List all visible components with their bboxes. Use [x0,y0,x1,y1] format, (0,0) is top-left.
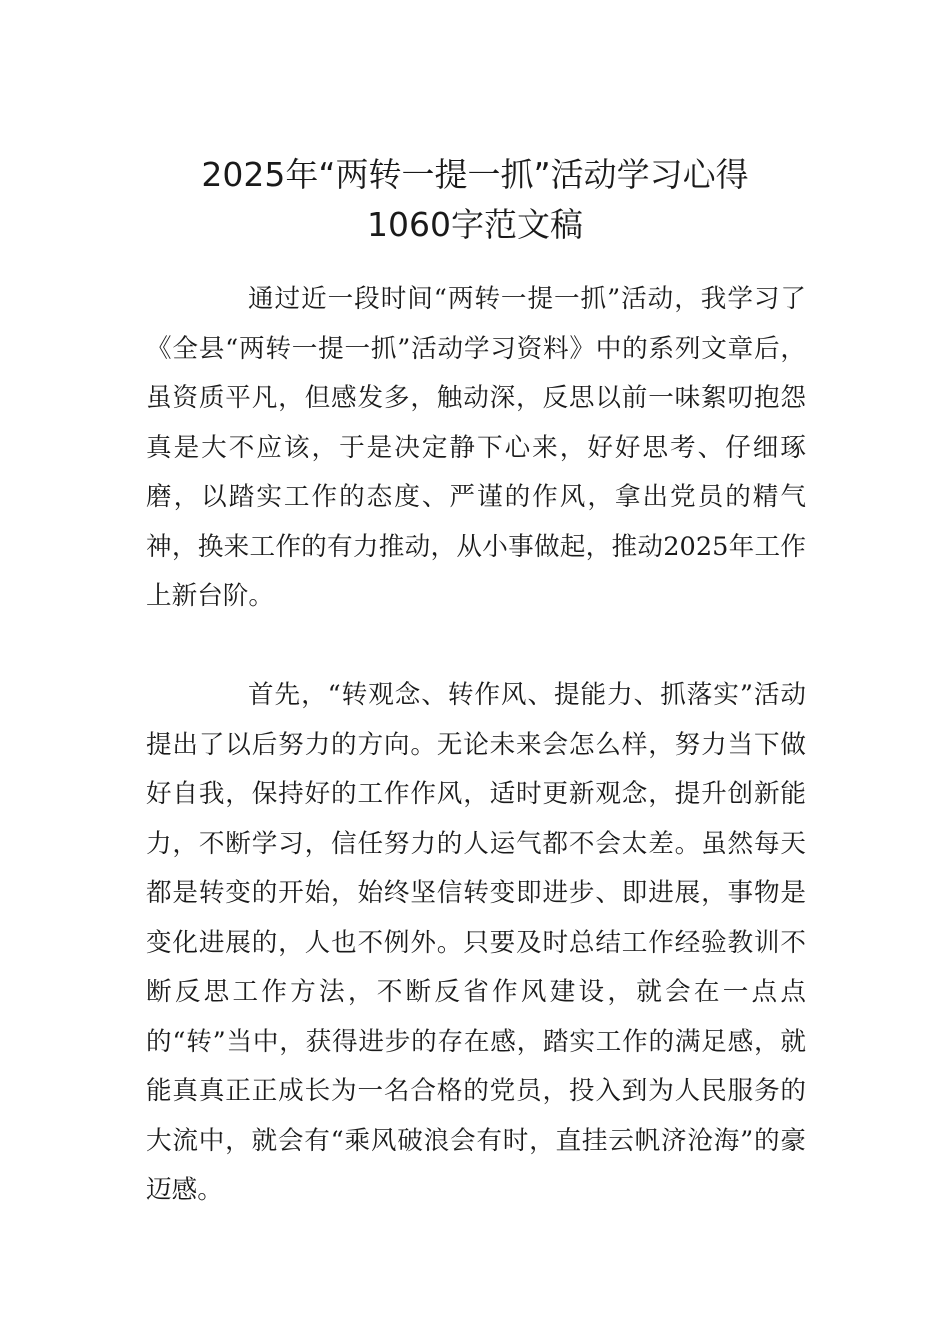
title-line-2: 1060字范文稿 [367,205,583,245]
body-paragraph-2: 首先，“转观念、转作风、提能力、抓落实”活动提出了以后努力的方向。无论未来会怎么样，努力当下做好自我，保持好的工作作风，适时更新观念，提升创新能力，不断学习，信任努力的人运气都不会太差。虽然每天都是转变的开始，始终坚信转变即进步、即进展，事物是变化进展的，人也不例外。只要及时总结工作经验教训不断反思工作方法，不断反省作风建设，就会在一点点的“转”当中，获得进步的存在感，踏实工作的满足感，就能真真正正成长为一名合格的党员，投入到为人民服务的大流中，就会有“乘风破浪会有时，直挂云帆济沧海”的豪迈感。 [146,680,806,1205]
document-title [100,150,850,250]
title-line-1: 2025年“两转一提一抓”活动学习心得 [201,155,749,195]
body-paragraph-1: 通过近一段时间“两转一提一抓”活动，我学习了《全县“两转一提一抓”活动学习资料》中的系列文章后，虽资质平凡，但感发多，触动深，反思以前一味絮叨抱怨真是大不应该，于是决定静下心来，好好思考、仔细琢磨，以踏实工作的态度、严谨的作风，拿出党员的精气神，换来工作的有力推动，从小事做起，推动2025年工作上新台阶。 [146,284,806,611]
